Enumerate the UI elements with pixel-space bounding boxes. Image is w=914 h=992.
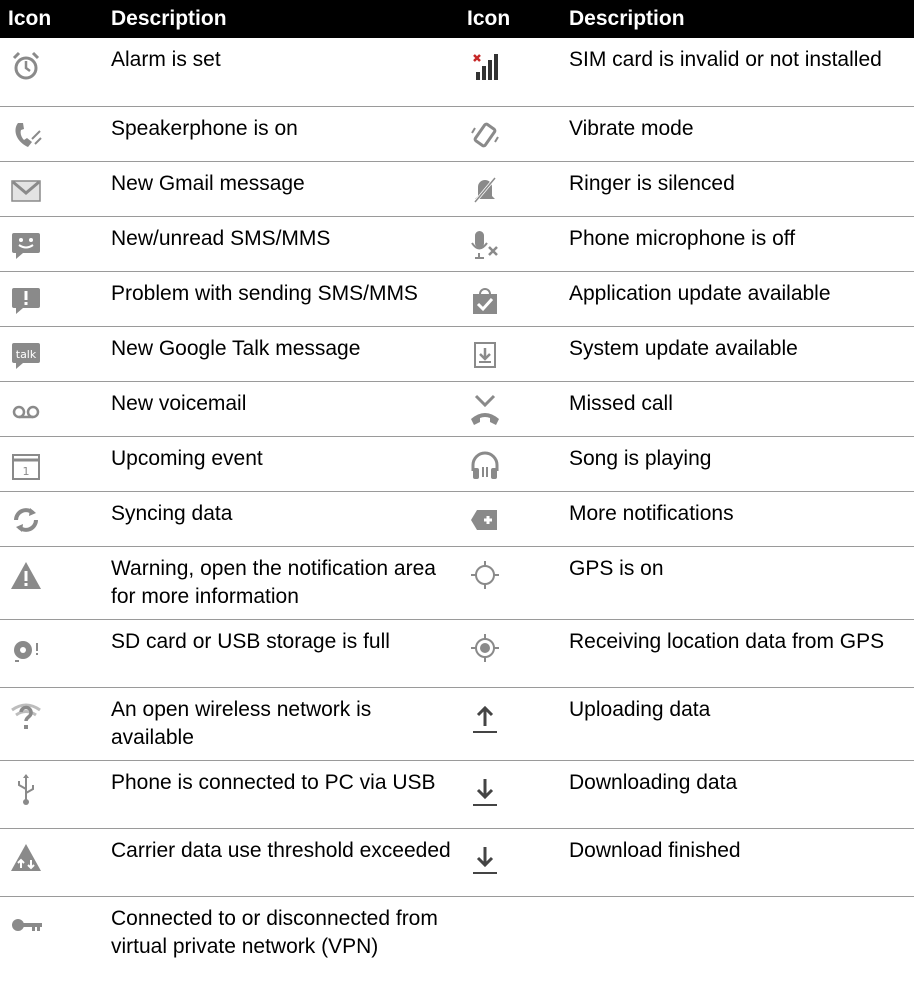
table-body [0, 38, 914, 992]
table-header [0, 0, 914, 38]
description-cell: Missed call [561, 381, 914, 436]
table-row [0, 161, 914, 216]
description-cell: Carrier data use threshold exceeded [103, 828, 459, 896]
empty-icon-cell [459, 896, 561, 992]
icon-cell [459, 271, 561, 326]
description-cell: More notifications [561, 491, 914, 546]
icon-cell [0, 619, 103, 687]
description-cell: SIM card is invalid or not installed [561, 38, 914, 106]
gps-receiving-icon [467, 630, 503, 666]
icon-cell [0, 546, 103, 619]
icon-cell [459, 326, 561, 381]
icon-cell [0, 760, 103, 828]
description-cell: An open wireless network is available [103, 687, 459, 760]
description-cell: Download finished [561, 828, 914, 896]
table-row [0, 436, 914, 491]
table-row [0, 38, 914, 106]
description-cell: Phone microphone is off [561, 216, 914, 271]
google-talk-icon [8, 337, 44, 373]
table-row [0, 828, 914, 896]
icon-cell [0, 326, 103, 381]
description-cell: Song is playing [561, 436, 914, 491]
header-icon-1: Icon [0, 0, 103, 38]
sync-icon [8, 502, 44, 538]
data-threshold-icon [8, 839, 44, 875]
header-description-1: Description [103, 0, 459, 38]
icon-cell [0, 381, 103, 436]
description-cell: Ringer is silenced [561, 161, 914, 216]
description-cell: SD card or USB storage is full [103, 619, 459, 687]
icon-cell [459, 687, 561, 760]
table-row [0, 491, 914, 546]
icon-cell [459, 38, 561, 106]
download-icon [467, 771, 503, 807]
table-row [0, 381, 914, 436]
description-cell: Syncing data [103, 491, 459, 546]
description-cell: System update available [561, 326, 914, 381]
header-icon-2: Icon [459, 0, 561, 38]
sms-icon [8, 227, 44, 263]
table-row [0, 896, 914, 992]
table-row [0, 619, 914, 687]
more-notifications-icon [467, 502, 503, 538]
header-description-2: Description [561, 0, 914, 38]
description-cell: Uploading data [561, 687, 914, 760]
icon-cell [0, 491, 103, 546]
table-row [0, 326, 914, 381]
description-cell: Downloading data [561, 760, 914, 828]
description-cell: Receiving location data from GPS [561, 619, 914, 687]
svg-text:talk: talk [15, 347, 37, 361]
svg-text:1: 1 [22, 464, 30, 478]
description-cell: Upcoming event [103, 436, 459, 491]
description-cell: Vibrate mode [561, 106, 914, 161]
icon-cell [459, 619, 561, 687]
table-row [0, 271, 914, 326]
mic-off-icon [467, 227, 503, 263]
icon-cell [459, 546, 561, 619]
sd-full-icon [8, 630, 44, 666]
headphones-icon [467, 447, 503, 483]
upload-icon [467, 698, 503, 734]
calendar-icon [8, 447, 44, 483]
icon-cell [0, 436, 103, 491]
table-row [0, 687, 914, 760]
open-wifi-icon [8, 698, 44, 734]
sim-invalid-icon [467, 48, 503, 84]
icon-cell [0, 216, 103, 271]
icon-cell [0, 687, 103, 760]
speakerphone-icon [8, 117, 44, 153]
empty-description-cell [561, 896, 914, 992]
voicemail-icon [8, 392, 44, 428]
description-cell: Problem with sending SMS/MMS [103, 271, 459, 326]
ringer-silenced-icon [467, 172, 503, 208]
icon-cell [459, 106, 561, 161]
icon-cell [459, 381, 561, 436]
app-update-icon [467, 282, 503, 318]
table-row [0, 760, 914, 828]
description-cell: New Gmail message [103, 161, 459, 216]
description-cell: New voicemail [103, 381, 459, 436]
missed-call-icon [467, 392, 503, 428]
alarm-icon [8, 48, 44, 84]
description-cell: Warning, open the notification area for more information [103, 546, 459, 619]
icon-cell [0, 106, 103, 161]
icon-cell [459, 436, 561, 491]
description-cell: New Google Talk message [103, 326, 459, 381]
gmail-icon [8, 172, 44, 208]
usb-icon [8, 771, 44, 807]
system-update-icon [467, 337, 503, 373]
description-cell: Phone is connected to PC via USB [103, 760, 459, 828]
icon-cell [0, 828, 103, 896]
icon-cell [0, 896, 103, 992]
table-row [0, 216, 914, 271]
icon-cell [459, 216, 561, 271]
icon-cell [459, 828, 561, 896]
table-row [0, 106, 914, 161]
vpn-key-icon [8, 907, 44, 943]
description-cell: GPS is on [561, 546, 914, 619]
icon-cell [459, 760, 561, 828]
download-finished-icon [467, 839, 503, 875]
icon-cell [0, 271, 103, 326]
sms-problem-icon [8, 282, 44, 318]
description-cell: Speakerphone is on [103, 106, 459, 161]
description-cell: Alarm is set [103, 38, 459, 106]
icon-cell [459, 491, 561, 546]
icon-cell [0, 38, 103, 106]
description-cell: Application update available [561, 271, 914, 326]
table-row [0, 546, 914, 619]
description-cell: New/unread SMS/MMS [103, 216, 459, 271]
icon-cell [0, 161, 103, 216]
gps-on-icon [467, 557, 503, 593]
vibrate-icon [467, 117, 503, 153]
warning-icon [8, 557, 44, 593]
description-cell: Connected to or disconnected from virtual private network (VPN) [111, 906, 438, 958]
icon-cell [459, 161, 561, 216]
